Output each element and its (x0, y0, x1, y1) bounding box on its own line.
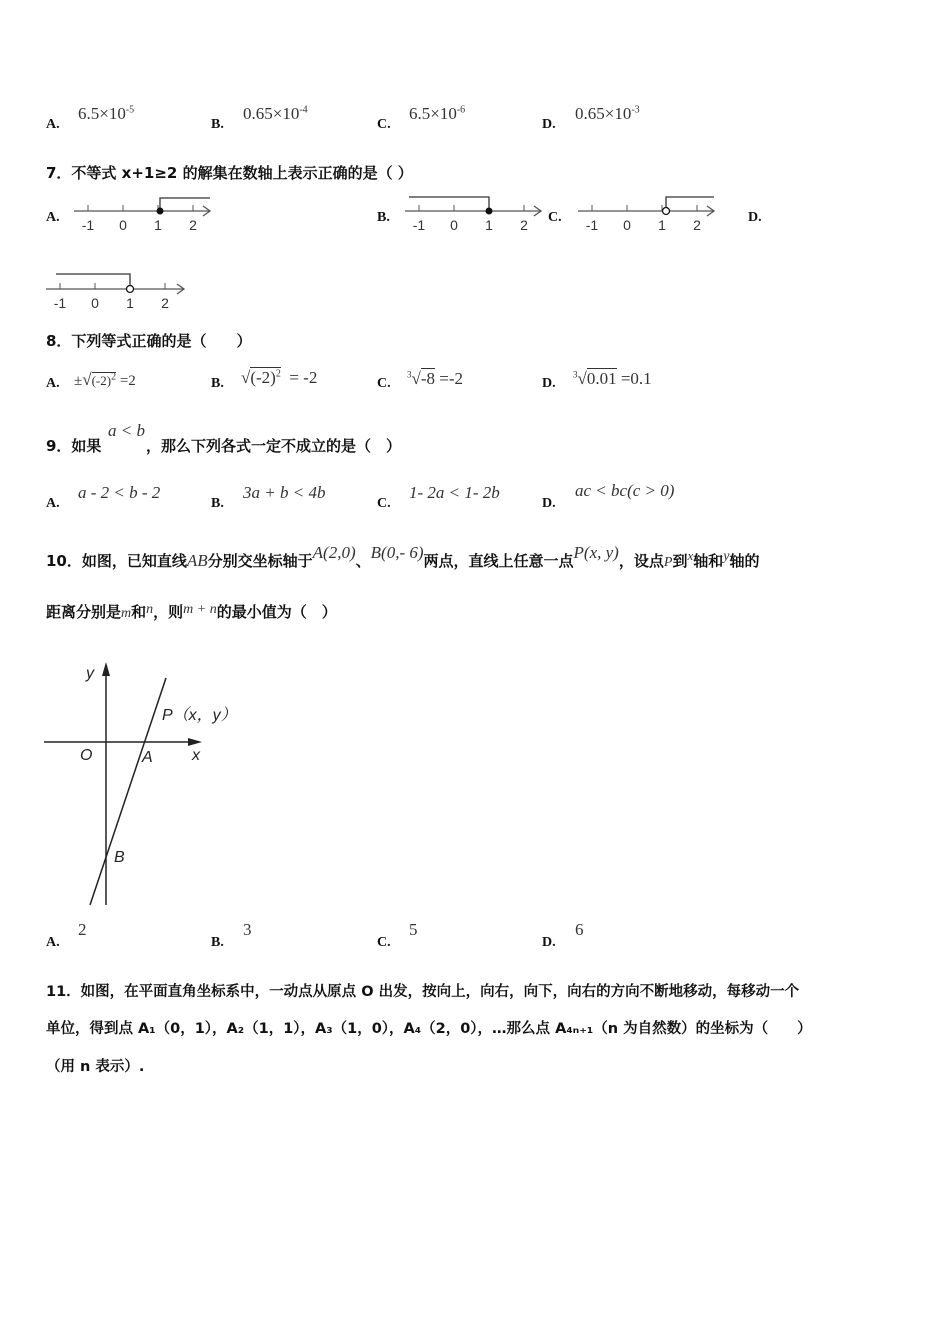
tick-label: 2 (520, 217, 528, 233)
tick-label: 1 (126, 295, 134, 311)
origin-label: O (80, 747, 93, 764)
q10-option-c-label: C. (377, 935, 391, 950)
q9-option-c-expr: 1- 2a < 1- 2b (409, 483, 500, 502)
q6-option-b-label: B. (211, 117, 224, 132)
q9-option-d-label: D. (542, 496, 556, 511)
q8-option-c-label: C. (377, 376, 391, 391)
q10-stem-line2: 距离分别是m和n，则m + n的最小值为（ ） (46, 602, 337, 621)
tick-label: 1 (658, 217, 666, 233)
q8-option-a-expr: $\pm√(-2)^2 =2$ (74, 370, 136, 389)
tick-label: 0 (450, 217, 458, 233)
q9-option-a-expr: a - 2 < b - 2 (78, 483, 161, 502)
tick-label: -1 (81, 217, 95, 233)
q9-option-a-label: A. (46, 496, 60, 511)
tick-label: 0 (119, 217, 127, 233)
q10-option-b-label: B. (211, 935, 224, 950)
y-axis-label: y (86, 665, 94, 682)
tick-label: 1 (154, 217, 162, 233)
line-ab (90, 678, 166, 905)
x-axis-arrow (188, 738, 202, 746)
q10-option-d-label: D. (542, 935, 556, 950)
q9-condition: a < b (108, 421, 145, 440)
q6-option-c-label: C. (377, 117, 391, 132)
q6-option-a-expr: $6.5\times 10^{-5}$ (78, 104, 135, 123)
q11-line2: 单位，得到点 A₁（0，1），A₂（1，1），A₃（1，0），A₄（2，0），…那么点 A₄ₙ₊₁（n 为自然数）的坐标为（ ） (46, 1021, 812, 1037)
x-axis-label: x (192, 747, 200, 764)
q7-option-b-label: B. (377, 210, 390, 225)
q10-option-a-value: 2 (78, 920, 87, 939)
tick-label: -1 (412, 217, 426, 233)
tick-label: 0 (623, 217, 631, 233)
q11-line3: （用 n 表示）. (46, 1059, 145, 1075)
q6-option-d-expr: $0.65\times 10^{-3}$ (575, 104, 640, 123)
q8-option-d-expr: $^3$√0.01 =0.1 (573, 369, 652, 388)
q7-option-d-numberline (44, 268, 189, 312)
q8-option-b-label: B. (211, 376, 224, 391)
q10-option-a-label: A. (46, 935, 60, 950)
q9-option-b-label: B. (211, 496, 224, 511)
q7-option-b-numberline (403, 193, 548, 235)
tick-label: 2 (189, 217, 197, 233)
q7-option-c-numberline (576, 193, 721, 235)
q9-option-b-expr: 3a + b < 4b (243, 483, 326, 502)
q7-option-c-label: C. (548, 210, 562, 225)
q6-option-b-expr: $0.65\times 10^{-4}$ (243, 104, 308, 123)
q8-option-b-expr: $√(-2)^2 = -2$ (241, 368, 318, 387)
q8-option-c-expr: $^3$√-8 =-2 (407, 369, 464, 388)
tick-label: 0 (91, 295, 99, 311)
point-p-label: P（x，y） (162, 707, 237, 724)
q6-option-c-expr: $6.5\times 10^{-6}$ (409, 104, 466, 123)
q10-option-b-value: 3 (243, 920, 252, 939)
tick-label: 2 (161, 295, 169, 311)
q6-option-a-label: A. (46, 117, 60, 132)
q8-stem: 8．下列等式正确的是（ ） (46, 332, 252, 350)
tick-label: 2 (693, 217, 701, 233)
q7-option-a-label: A. (46, 210, 60, 225)
tick-label: -1 (585, 217, 599, 233)
q9-stem-post: ，那么下列各式一定不成立的是（ ） (146, 437, 402, 455)
y-axis-arrow (102, 662, 110, 676)
q10-figure (42, 660, 252, 910)
q9-option-c-label: C. (377, 496, 391, 511)
point-a-label: A (142, 749, 153, 766)
q11-line1: 11．如图，在平面直角坐标系中，一动点从原点 O 出发，按向上，向右，向下，向右的方向不断地移动，每移动一个 (46, 984, 800, 1000)
q7-option-d-label: D. (748, 210, 762, 225)
point-b-label: B (114, 849, 125, 866)
q10-option-d-value: 6 (575, 920, 584, 939)
q10-option-c-value: 5 (409, 920, 418, 939)
q8-option-d-label: D. (542, 376, 556, 391)
tick-label: 1 (485, 217, 493, 233)
q7-option-a-numberline (72, 193, 217, 235)
q7-stem: 7．不等式 x+1≥2 的解集在数轴上表示正确的是（ ） (46, 164, 413, 182)
q6-option-d-label: D. (542, 117, 556, 132)
tick-label: -1 (53, 295, 67, 311)
q8-option-a-label: A. (46, 376, 60, 391)
q10-stem-line1: 10．如图，已知直线AB分别交坐标轴于A(2,0)、B(0,- 6)两点，直线上任意一点P(x, y)，设点P到x轴和y轴的 (46, 543, 760, 570)
q9-option-d-expr: ac < bc(c > 0) (575, 481, 675, 500)
q9-stem-pre: 9．如果 (46, 437, 102, 455)
